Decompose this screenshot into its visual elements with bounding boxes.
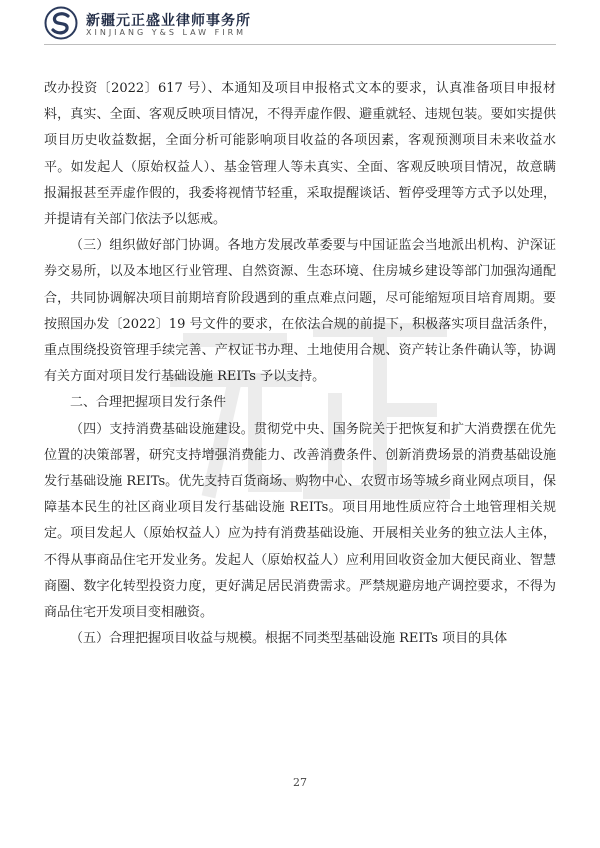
page-number: 27 [293, 776, 307, 789]
paragraph-section-3: （三）组织做好部门协调。各地方发展改革委要与中国证监会当地派出机构、沪深证券交易所，以及本地区行业管理、自然资源、生态环境、住房城乡建设等部门加强沟通配合，共同协调解决项目前期培育阶段遇到的重点难点问题，尽可能缩短项目培育周期。要按照国办发〔2022〕19 号文件的要求，在依法合规的前提下，积极落实项目盘活条件，重点围绕投资管理手续完善、产权证书办理、土地使用合规、资产转让条件确认等，协调有关方面对项目发行基础设施 REITs 予以支持。 [44, 238, 556, 385]
section-heading-2: 二、合理把握项目发行条件 [70, 395, 227, 411]
letterhead [44, 6, 564, 42]
firm-name-en: XINJIANG Y&S LAW FIRM [86, 28, 247, 37]
header-divider [44, 44, 556, 45]
paragraph-section-5: （五）合理把握项目收益与规模。根据不同类型基础设施 REITs 项目的具体 [70, 631, 508, 647]
paragraph-section-4: （四）支持消费基础设施建设。贯彻党中央、国务院关于把恢复和扩大消费摆在优先位置的决策部署，研究支持增强消费能力、改善消费条件、创新消费场景的消费基础设施发行基础设施 REITs。优先支持百货商场、购物中心、农贸市场等城乡商业网点项目，保障基本民生的社区商业项目发行基础设施 REITs。项目用地性质应符合土地管理相关规定。项目发起人（原始权益人）应为持有消费基础设施、开展相关业务的独立法人主体，不得从事商品住宅开发业务。发起人（原始权益人）应利用回收资金加大便民商业、智慧商圈、数字化转型投资力度，更好满足居民消费需求。严禁规避房地产调控要求，不得为商品住宅开发项目变相融资。 [44, 421, 556, 621]
document-body [44, 76, 556, 652]
firm-name-cn: 新疆元正盛业律师事务所 [86, 13, 251, 29]
paragraph-continuation: 改办投资〔2022〕617 号）、本通知及项目申报格式文本的要求，认真准备项目申报材料，真实、全面、客观反映项目情况，不得弄虚作假、避重就轻、违规包装。要如实提供项目历史收益数据，全面分析可能影响项目收益的各项因素，客观预测项目未来收益水平。如发起人（原始权益人）、基金管理人等未真实、全面、客观反映项目情况，故意瞒报漏报甚至弄虚作假的，我委将视情节轻重，采取提醒谈话、暂停受理等方式予以处理，并提请有关部门依法予以惩戒。 [44, 81, 556, 228]
firm-logo-icon [44, 6, 78, 40]
